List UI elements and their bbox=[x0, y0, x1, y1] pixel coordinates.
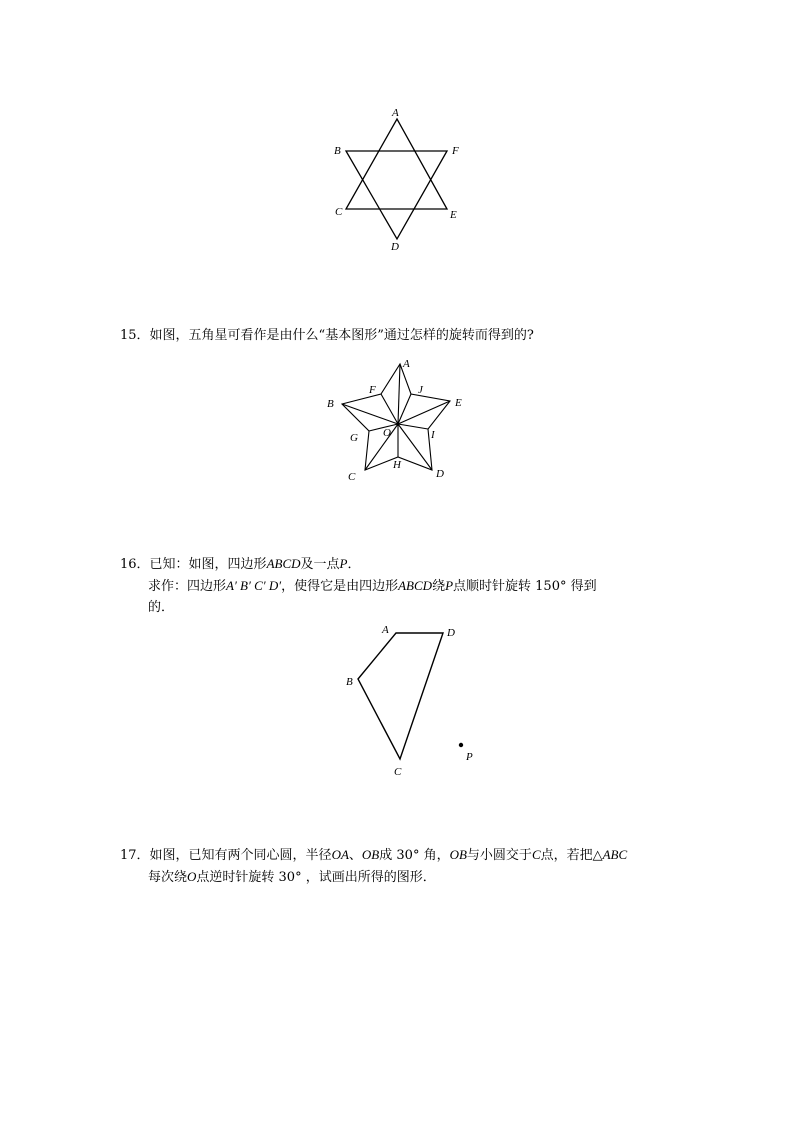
question-17-number: 17． bbox=[120, 848, 150, 863]
question-17-line1 bbox=[120, 845, 627, 866]
question-15 bbox=[120, 326, 534, 346]
hexagram-triangle-down bbox=[346, 151, 447, 239]
hexagram-label-b: B bbox=[334, 145, 341, 157]
q17-line1-sep: 、 bbox=[348, 848, 362, 863]
quadrilateral-abcd bbox=[358, 633, 443, 759]
hexagram-triangle-up bbox=[346, 119, 447, 209]
pentagram-label-f: F bbox=[369, 384, 376, 396]
question-17-line2 bbox=[148, 867, 436, 888]
q16-line2-p: P bbox=[445, 578, 454, 593]
quad-label-d: D bbox=[447, 627, 455, 639]
q17-line1-b: 成 30° 角， bbox=[379, 848, 450, 863]
hexagram-label-e: E bbox=[450, 209, 457, 221]
hexagram-label-c: C bbox=[335, 206, 343, 218]
q16-line2-abcd: ABCD bbox=[398, 578, 433, 593]
hexagram-lines bbox=[346, 119, 447, 239]
pentagram-label-e: E bbox=[455, 397, 462, 409]
pentagram-label-c: C bbox=[348, 471, 356, 483]
q17-line2-o: O bbox=[187, 869, 197, 884]
q16-line1-mid: 及一点 bbox=[300, 557, 340, 572]
q16-line2-mid: ，使得它是由四边形 bbox=[281, 579, 399, 594]
question-16-line1 bbox=[120, 554, 361, 575]
pentagram-label-h: H bbox=[393, 459, 401, 471]
q16-line2-prefix: 求作：四边形 bbox=[148, 579, 227, 594]
q17-line1-oa: OA bbox=[331, 847, 349, 862]
q16-line3: 的． bbox=[148, 600, 175, 615]
quadrilateral-lines bbox=[358, 633, 443, 759]
pentagram-label-o: O bbox=[383, 427, 391, 439]
pentagram-label-j: J bbox=[418, 384, 423, 396]
quad-label-a: A bbox=[382, 624, 389, 636]
point-p bbox=[459, 743, 463, 747]
q17-line1-ob2: OB bbox=[449, 847, 467, 862]
question-15-number: 15． bbox=[120, 328, 150, 343]
q16-line1-abcd: ABCD bbox=[266, 556, 301, 571]
hexagram-label-d: D bbox=[391, 241, 399, 253]
q17-line1-a: 如图，已知有两个同心圆，半径 bbox=[149, 848, 332, 863]
hexagram-label-a: A bbox=[392, 107, 399, 119]
question-15-text: 如图，五角星可看作是由什么“基本图形”通过怎样的旋转而得到的? bbox=[149, 328, 534, 343]
q17-line1-ob: OB bbox=[361, 847, 380, 862]
q17-line1-c: 与小圆交于 bbox=[466, 848, 532, 863]
q16-line2-end: 点顺时针旋转 150° 得到 bbox=[453, 579, 597, 594]
q17-line1-d: 点，若把△ bbox=[540, 848, 603, 863]
pentagram-label-b: B bbox=[327, 398, 334, 410]
q17-line1-cpt: C bbox=[531, 847, 541, 862]
pentagram-label-d: D bbox=[436, 468, 444, 480]
quad-label-p: P bbox=[466, 751, 473, 763]
q17-line1-abc: ABC bbox=[602, 847, 628, 862]
question-16-number: 16． bbox=[120, 557, 150, 572]
q16-line1-p: P bbox=[339, 556, 348, 571]
pentagram-label-i: I bbox=[431, 429, 435, 441]
pentagram-label-g: G bbox=[350, 432, 358, 444]
q17-line2-b: 点逆时针旋转 30° ，试画出所得的图形． bbox=[196, 870, 436, 885]
pentagram-label-a: A bbox=[403, 358, 410, 370]
q16-line1-prefix: 已知：如图，四边形 bbox=[149, 557, 267, 572]
question-16-line3 bbox=[148, 598, 174, 618]
question-16-line2 bbox=[148, 576, 597, 597]
pentagram-lines bbox=[342, 364, 450, 470]
q16-line2-after: 绕 bbox=[432, 579, 446, 594]
quad-label-b: B bbox=[346, 676, 353, 688]
quad-label-c: C bbox=[394, 766, 402, 778]
hexagram-label-f: F bbox=[452, 145, 459, 157]
q16-line1-end: ． bbox=[347, 557, 361, 572]
q16-line2-prime: A′ B′ C′ D′ bbox=[226, 578, 282, 593]
q17-line2-a: 每次绕 bbox=[148, 870, 188, 885]
pentagram-outline bbox=[342, 364, 450, 470]
